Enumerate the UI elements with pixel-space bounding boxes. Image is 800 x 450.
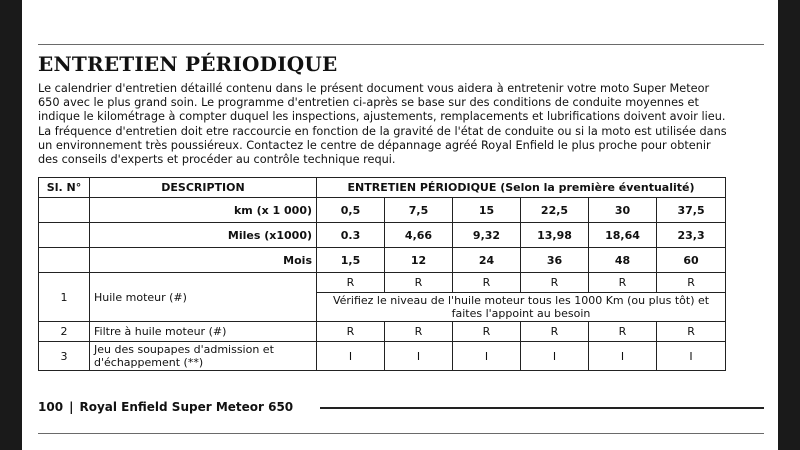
km-value: 37,5 — [657, 198, 726, 223]
footer-rule — [320, 407, 764, 409]
header-description: DESCRIPTION — [90, 178, 317, 198]
table-row — [39, 273, 726, 293]
row-value: R — [453, 322, 521, 342]
row-value: I — [453, 342, 521, 371]
months-value: 24 — [453, 248, 521, 273]
row-value: R — [385, 322, 453, 342]
row-value: R — [521, 322, 589, 342]
miles-value: 9,32 — [453, 223, 521, 248]
row-value: R — [657, 273, 726, 293]
maintenance-table — [38, 177, 726, 371]
miles-value: 18,64 — [589, 223, 657, 248]
header-schedule: ENTRETIEN PÉRIODIQUE (Selon la première éventualité) — [317, 178, 726, 198]
months-value: 36 — [521, 248, 589, 273]
miles-row — [39, 223, 726, 248]
page-title: ENTRETIEN PÉRIODIQUE — [38, 52, 338, 76]
miles-value: 23,3 — [657, 223, 726, 248]
months-value: 48 — [589, 248, 657, 273]
table-row — [39, 322, 726, 342]
intro-paragraph: Le calendrier d'entretien détaillé contenu dans le présent document vous aidera à entretenir votre moto Super Meteor 650 avec le plus grand soin. Le programme d'entretien ci-après se base sur des conditions de conduite moyennes et indique le kilométrage à compter duquel les inspections, ajustements, remplacements et lubrifications doivent avoir lieu. La fréquence d'entretien doit etre raccourcie en fonction de la gravité de l'état de conduite ou si la moto est utilisée dans un environnement très poussiéreux. Contactez le centre de dépannage agréé Royal Enfield le plus proche pour obtenir des conseils d'experts et procéder au contrôle technique requi. — [38, 82, 727, 167]
row-value: R — [453, 273, 521, 293]
months-value: 1,5 — [317, 248, 385, 273]
row-description: Jeu des soupapes d'admission et d'échappement (**) — [90, 342, 317, 371]
row-value: I — [317, 342, 385, 371]
miles-value: 0.3 — [317, 223, 385, 248]
months-value: 12 — [385, 248, 453, 273]
row-value: I — [589, 342, 657, 371]
bottom-rule — [38, 433, 764, 434]
row-value: R — [657, 322, 726, 342]
row-value: R — [589, 273, 657, 293]
header-row — [39, 178, 726, 198]
km-value: 7,5 — [385, 198, 453, 223]
row-value: R — [317, 322, 385, 342]
row-value: I — [521, 342, 589, 371]
page-number: 100 — [38, 400, 64, 414]
km-label: km (x 1 000) — [90, 198, 317, 223]
row-description: Filtre à huile moteur (#) — [90, 322, 317, 342]
row-number: 3 — [39, 342, 90, 371]
miles-value: 4,66 — [385, 223, 453, 248]
miles-label: Miles (x1000) — [90, 223, 317, 248]
top-rule — [38, 44, 764, 45]
km-value: 15 — [453, 198, 521, 223]
row-description: Huile moteur (#) — [90, 273, 317, 322]
row-value: R — [521, 273, 589, 293]
table-row — [39, 342, 726, 371]
miles-value: 13,98 — [521, 223, 589, 248]
months-label: Mois — [90, 248, 317, 273]
footer-separator: | — [69, 400, 74, 414]
row-number: 1 — [39, 273, 90, 322]
months-row — [39, 248, 726, 273]
page-footer — [38, 400, 293, 414]
months-value: 60 — [657, 248, 726, 273]
row-value: R — [317, 273, 385, 293]
km-value: 30 — [589, 198, 657, 223]
row-number: 2 — [39, 322, 90, 342]
km-value: 0,5 — [317, 198, 385, 223]
row-note: Vérifiez le niveau de l'huile moteur tous les 1000 Km (ou plus tôt) et faites l'appoint au besoin — [317, 293, 726, 322]
header-slno: Sl. N° — [39, 178, 90, 198]
footer-text: Royal Enfield Super Meteor 650 — [79, 400, 294, 414]
row-value: I — [657, 342, 726, 371]
row-value: R — [385, 273, 453, 293]
km-value: 22,5 — [521, 198, 589, 223]
row-value: I — [385, 342, 453, 371]
row-value: R — [589, 322, 657, 342]
km-row — [39, 198, 726, 223]
